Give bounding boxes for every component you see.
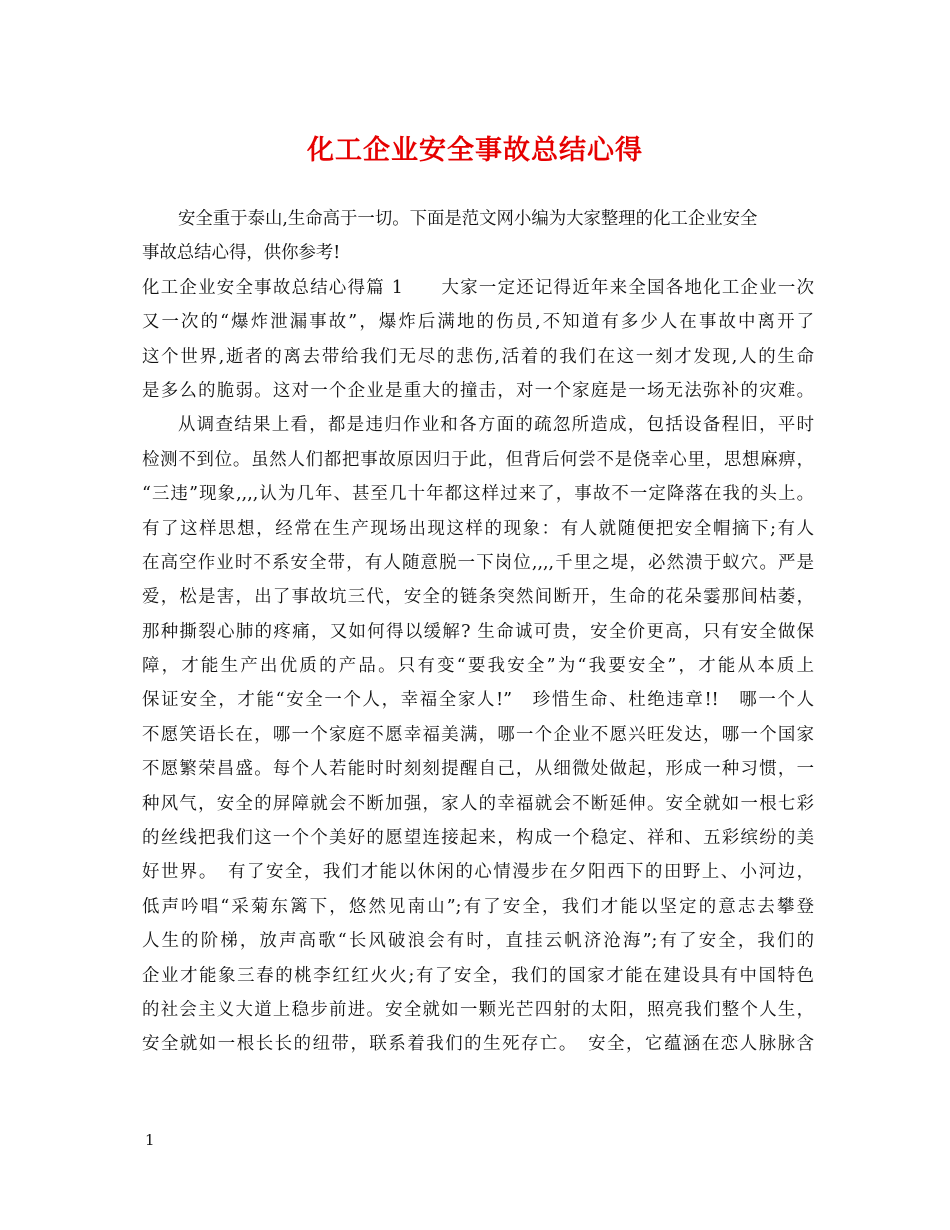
text-line: 不愿笑语长在，哪一个家庭不愿幸福美满，哪一个企业不愿兴旺发达，哪一个国家	[142, 724, 814, 745]
text-line: 那种撕裂心肺的疼痛，又如何得以缓解? 生命诚可贵，安全价更高，只有安全做保	[142, 621, 814, 642]
text-line: 障，才能生产出优质的产品。只有变“要我安全”为“我要安全”，才能从本质上	[142, 656, 814, 677]
text-line: “三违”现象,,,,认为几年、甚至几十年都这样过来了，事故不一定降落在我的头上。	[142, 484, 814, 505]
text-line: 的丝线把我们这一个个美好的愿望连接起来，构成一个稳定、祥和、五彩缤纷的美	[142, 828, 814, 849]
text-line: 企业才能象三春的桃李红红火火;有了安全，我们的国家才能在建设具有中国特色	[142, 965, 814, 986]
text-line: 从调查结果上看，都是违归作业和各方面的疏忽所造成，包括设备程旧，平时	[178, 415, 814, 436]
text-line: 安全重于泰山,生命高于一切。下面是范文网小编为大家整理的化工企业安全	[178, 209, 758, 229]
text-line: 人生的阶梯，放声高歌“长风破浪会有时，直挂云帆济沧海”;有了安全，我们的	[142, 931, 814, 952]
document-body	[142, 202, 814, 1062]
text-line: 安全就如一根长长的纽带，联系着我们的生死存亡。 安全，它蕴涵在恋人脉脉含	[142, 1034, 814, 1055]
text-line: 好世界。 有了安全，我们才能以休闲的心情漫步在夕阳西下的田野上、小河边，	[142, 862, 814, 883]
text-line: 不愿繁荣昌盛。每个人若能时时刻刻提醒自己，从细微处做起，形成一种习惯，一	[142, 759, 814, 780]
text-line: 这个世界,逝者的离去带给我们无尽的悲伤,活着的我们在这一刻才发现,人的生命	[142, 346, 814, 367]
document-title: 化工企业安全事故总结心得	[307, 135, 643, 166]
text-line: 的社会主义大道上稳步前进。安全就如一颗光芒四射的太阳，照亮我们整个人生，	[142, 999, 814, 1020]
text-line: 保证安全，才能“安全一个人，幸福全家人!” 珍惜生命、杜绝违章!! 哪一个人	[142, 690, 814, 711]
text-line: 是多么的脆弱。这对一个企业是重大的撞击，对一个家庭是一场无法弥补的灾难。	[142, 380, 814, 401]
text-line: 又一次的“爆炸泄漏事故”，爆炸后满地的伤员,不知道有多少人在事故中离开了	[142, 312, 814, 333]
text-line: 化工企业安全事故总结心得篇 1 大家一定还记得近年来全国各地化工企业一次	[142, 277, 814, 298]
page-number: 1	[145, 1131, 155, 1149]
text-line: 事故总结心得，供你参考!	[142, 243, 341, 264]
text-line: 种风气，安全的屏障就会不断加强，家人的幸福就会不断延伸。安全就如一根七彩	[142, 793, 814, 814]
text-line: 爱，松是害，出了事故坑三代，安全的链条突然间断开，生命的花朵霎那间枯萎，	[142, 587, 814, 608]
text-line: 有了这样思想，经常在生产现场出现这样的现象：有人就随便把安全帽摘下;有人	[142, 518, 814, 539]
text-line: 检测不到位。虽然人们都把事故原因归于此，但背后何尝不是侥幸心里，思想麻痹，	[142, 449, 814, 470]
text-line: 在高空作业时不系安全带，有人随意脱一下岗位,,,,千里之堤，必然溃于蚁穴。严是	[142, 552, 814, 573]
text-line: 低声吟唱“采菊东篱下，悠然见南山”;有了安全，我们才能以坚定的意志去攀登	[142, 896, 814, 917]
